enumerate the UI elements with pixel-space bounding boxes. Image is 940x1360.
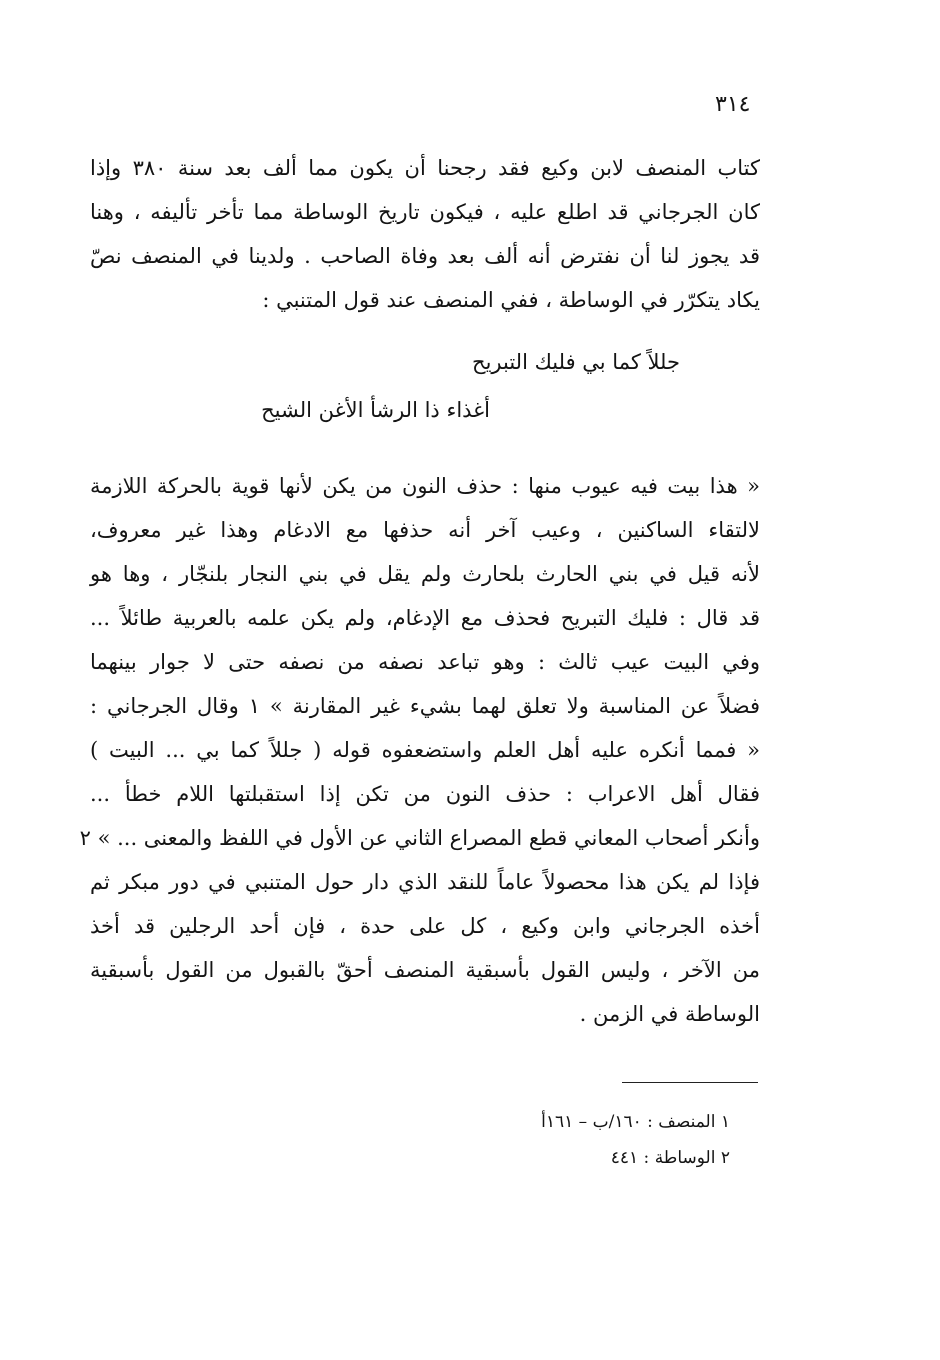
text-line: كتاب المنصف لابن وكيع فقد رجحنا أن يكون مما ألف بعد سنة ٣٨٠ وإذا	[90, 156, 760, 180]
footnote-2: ٢ الوساطة : ٤٤١	[610, 1148, 730, 1168]
footnote-separator	[622, 1082, 758, 1083]
text-line: فقال أهل الاعراب : حذف النون من تكن إذا استقبلتها اللام خطأ ...	[90, 782, 760, 806]
text-line: كان الجرجاني قد اطلع عليه ، فيكون تاريخ الوساطة مما تأخر تأليفه ، وهنا	[90, 200, 760, 224]
text-line: قد يجوز لنا أن نفترض أنه ألف بعد وفاة الصاحب . ولدينا في المنصف نصّ	[90, 244, 760, 268]
text-line: وفي البيت عيب ثالث : وهو تباعد نصفه من نصفه حتى لا جوار بينهما	[90, 650, 760, 674]
text-line: « فمما أنكره عليه أهل العلم واستضعفوه قوله ( جللاً كما بي ... البيت )	[90, 738, 760, 762]
text-line: فضلاً عن المناسبة ولا تعلق لهما بشيء غير المقارنة » ١ وقال الجرجاني :	[90, 694, 760, 718]
footnote-1: ١ المنصف : ١٦٠/ب – ١٦١أ	[541, 1112, 730, 1132]
text-line: لالتقاء الساكنين ، وعيب آخر أنه حذفها مع الادغام وهذا غير معروف،	[90, 518, 760, 542]
text-line: الوساطة في الزمن .	[579, 1002, 760, 1026]
verse-line-1: جللاً كما بي فليك التبريح	[472, 350, 680, 374]
verse-line-2: أغذاء ذا الرشأ الأغن الشيح	[261, 398, 490, 422]
intro-paragraph	[90, 146, 760, 322]
text-line: وأنكر أصحاب المعاني قطع المصراع الثاني عن الأول في اللفظ والمعنى ... » ٢	[79, 826, 760, 850]
text-line: قد قال : فليك التبريح فحذف مع الإدغام، ولم يكن علمه بالعربية طائلاً ...	[90, 606, 760, 630]
text-line: « هذا بيت فيه عيوب منها : حذف النون من يكن لأنها قوية بالحركة اللازمة	[90, 474, 760, 498]
text-line: فإذا لم يكن هذا محصولاً عاماً للنقد الذي دار حول المتنبي في دور مبكر ثم	[90, 870, 760, 894]
body-paragraph	[79, 464, 760, 1036]
text-line: لأنه قيل في بني الحارث بلحارث ولم يقل في بني النجار بلنجّار ، وها هو	[90, 562, 760, 586]
text-line: من الآخر ، وليس القول بأسبقية المنصف أحقّ بالقبول من القول بأسبقية	[90, 958, 760, 982]
page-number: ٣١٤	[715, 92, 751, 117]
text-line: أخذه الجرجاني وابن وكيع ، كل على حدة ، فإن أحد الرجلين قد أخذ	[90, 914, 760, 938]
text-line: يكاد يتكرّر في الوساطة ، ففي المنصف عند قول المتنبي :	[262, 288, 760, 312]
